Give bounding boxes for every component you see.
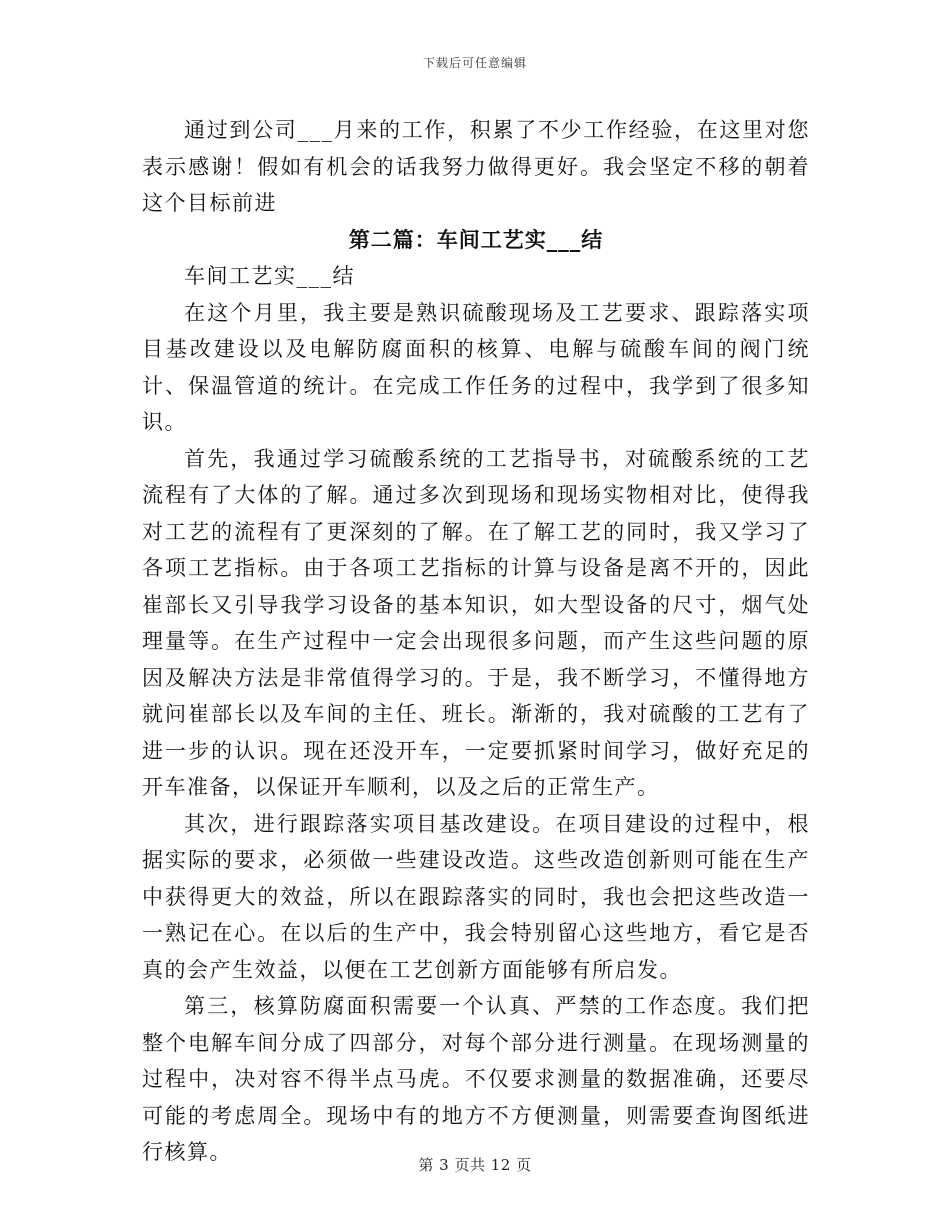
section-heading: 第二篇：车间工艺实___结	[348, 226, 604, 252]
page-header-note: 下载后可任意编辑	[422, 56, 527, 70]
intro-paragraph: 通过到公司___月来的工作，积累了不少工作经验，在这里对您表示感谢！假如有机会的话我努力做得更好。我会坚定不移的朝着这个目标前进	[142, 118, 810, 215]
body-paragraph-first: 首先，我通过学习硫酸系统的工艺指导书，对硫酸系统的工艺流程有了大体的了解。通过多次到现场和现场实物相对比，使得我对工艺的流程有了更深刻的了解。在了解工艺的同时，我又学习了各项工艺指标。由于各项工艺指标的计算与设备是离不开的，因此崔部长又引导我学习设备的基本知识，如大型设备的尺寸，烟气处理量等。在生产过程中一定会出现很多问题，而产生这些问题的原因及解决方法是非常值得学习的。于是，我不断学习，不懂得地方就问崔部长以及车间的主任、班长。渐渐的，我对硫酸的工艺有了进一步的认识。现在还没开车，一定要抓紧时间学习，做好充足的开车准备，以保证开车顺利，以及之后的正常生产。	[142, 446, 810, 799]
page-number-footer: 第 3 页共 12 页	[418, 1156, 532, 1174]
body-paragraph-third: 第三，核算防腐面积需要一个认真、严禁的工作态度。我们把整个电解车间分成了四部分，对每个部分进行测量。在现场测量的过程中，决对容不得半点马虎。不仅要求测量的数据准确，还要尽可能的考虑周全。现场中有的地方不方便测量，则需要查询图纸进行核算。	[142, 994, 810, 1164]
section-subtitle: 车间工艺实___结	[184, 264, 355, 288]
body-paragraph-second: 其次，进行跟踪落实项目基改建设。在项目建设的过程中，根据实际的要求，必须做一些建设改造。这些改造创新则可能在生产中获得更大的效益，所以在跟踪落实的同时，我也会把这些改造一一熟记在心。在以后的生产中，我会特别留心这些地方，看它是否真的会产生效益，以便在工艺创新方面能够有所启发。	[142, 811, 810, 982]
body-paragraph-overview: 在这个月里，我主要是熟识硫酸现场及工艺要求、跟踪落实项目基改建设以及电解防腐面积的核算、电解与硫酸车间的阀门统计、保温管道的统计。在完成工作任务的过程中，我学到了很多知识。	[142, 300, 810, 434]
document-body	[142, 112, 810, 1171]
